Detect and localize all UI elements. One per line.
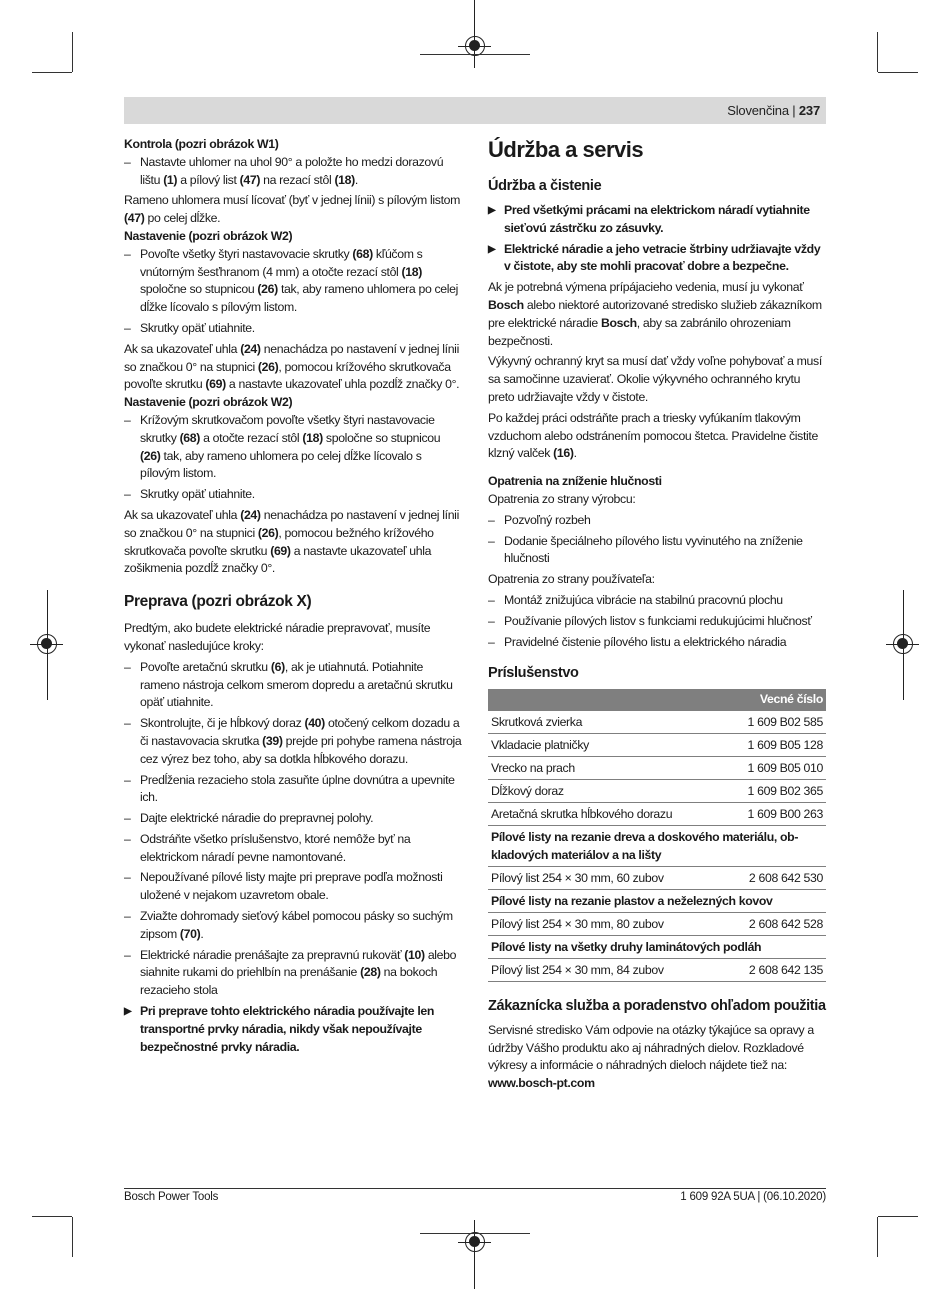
section-heading: Opatrenia na zníženie hlučnosti <box>488 474 662 489</box>
table-group-row <box>488 889 826 912</box>
paragraph: Ak je potrebná výmena prípájacieho vedenia, musí ju vykonať Bosch alebo niektoré autorizované stredisko služieb zákazníkom pre elektrické náradie Bosch, aby sa zabránilo ohrozeniam bezpečnosti. <box>488 280 822 348</box>
section-title: Preprava (pozri obrázok X) <box>124 593 312 611</box>
crop-mark <box>878 1216 918 1217</box>
accessories-table <box>488 689 826 981</box>
table-cell: Pílový list 254 × 30 mm, 84 zubov <box>488 958 723 981</box>
paragraph: Výkyvný ochranný kryt sa musí dať vždy voľne pohybovať a musí sa samočinne uzavierať. Okolie výkyvného ochranného krytu preto udržiavajte vždy v čistote. <box>488 354 822 404</box>
table-cell: Dĺžkový doraz <box>488 780 723 803</box>
registration-line <box>420 54 530 55</box>
paragraph: Po každej práci odstráňte prach a triesky vyfúkaním tlakovým vzduchom alebo odstránením pomocou štetca. Pravidelne čistite klzný valček (16). <box>488 410 818 461</box>
table-cell: Pílový list 254 × 30 mm, 60 zubov <box>488 866 723 889</box>
service-link[interactable]: www.bosch-pt.com <box>488 1076 595 1091</box>
list-item: – Používanie pílových listov s funkciami redukujúcimi hlučnosť <box>488 613 826 631</box>
table-cell: 1 609 B05 010 <box>723 757 826 780</box>
table-group-cell: Pílové listy na rezanie dreva a doskového materiálu, obkladových materiálov a na lišty <box>488 826 826 867</box>
registration-mark-icon <box>465 36 485 56</box>
paragraph: Rameno uhlomera musí lícovať (byť v jednej línii) s pílovým listom (47) po celej dĺžke. <box>124 193 461 226</box>
safety-warning: ▶ Pred všetkými prácami na elektrickom náradí vytiahnite sieťovú zástrčku zo zásuvky. <box>488 202 826 238</box>
paragraph: Servisné stredisko Vám odpovie na otázky týkajúce sa opravy a údržby Vášho produktu ako aj náhradných dielov. Rozkladové výkresy a informácie o náhradných dieloch nájdete tiež na: www.bosch-pt.com <box>488 1022 814 1091</box>
registration-line <box>903 590 904 700</box>
table-header-row <box>488 689 826 711</box>
safety-warning: ▶ Pri preprave tohto elektrického náradia používajte len transportné prvky náradia, nikdy však nepoužívajte bezpečnostné prvky náradia. <box>124 1003 462 1056</box>
page-header <box>727 103 820 118</box>
table-cell: Skrutková zvierka <box>488 711 723 734</box>
table-cell: 1 609 B02 365 <box>723 780 826 803</box>
list-item: – Skontrolujte, či je hĺbkový doraz (40) otočený celkom dozadu a či nastavovacia skrutka (39) prejde pri pohybe ramena nástroja cez výrez bez toho, aby sa dotkla hĺbkového dorazu. <box>124 715 462 768</box>
header-separator: | <box>792 103 796 118</box>
list-item: – Montáž znižujúca vibrácie na stabilnú pracovnú plochu <box>488 592 826 610</box>
paragraph: Ak sa ukazovateľ uhla (24) nenachádza po nastavení v jednej línii so značkou 0° na stupnici (26), pomocou bežného krížového skrutkovača povoľte skrutku (69) a nastavte ukazovateľ uhla zošikmenia pozdĺž značky 0°. <box>124 507 459 576</box>
table-row <box>488 780 826 803</box>
list-item: – Predĺženia rezacieho stola zasuňte úplne dovnútra a upevnite ich. <box>124 772 462 808</box>
table-group-cell: Pílové listy na rezanie plastov a neželezných kovov <box>488 889 826 912</box>
section-heading: Nastavenie (pozri obrázok W2) <box>124 395 293 410</box>
crop-mark <box>878 72 918 73</box>
crop-mark <box>877 32 878 72</box>
registration-mark-icon <box>465 1232 485 1252</box>
safety-warning: ▶ Elektrické náradie a jeho vetracie štrbiny udržiavajte vždy v čistote, aby ste mohli pracovať dobre a bezpečne. <box>488 241 826 277</box>
table-header-cell: Vecné číslo <box>488 689 826 711</box>
paragraph: Opatrenia zo strany výrobcu: <box>488 491 636 506</box>
footer-brand: Bosch Power Tools <box>124 1191 219 1203</box>
list-item: – Elektrické náradie prenášajte za prepravnú rukoväť (10) alebo siahnite rukami do priehlbín na prenášanie (28) na bokoch rezacieho stola <box>124 947 462 1000</box>
left-column <box>124 136 462 1056</box>
paragraph: Predtým, ako budete elektrické náradie prepravovať, musíte vykonať nasledujúce kroky: <box>124 621 431 653</box>
section-title: Zákaznícka služba a poradenstvo ohľadom použitia <box>488 997 826 1014</box>
crop-mark <box>32 72 72 73</box>
page-number: 237 <box>798 103 820 118</box>
table-group-row <box>488 935 826 958</box>
table-group-row <box>488 826 826 867</box>
table-row <box>488 734 826 757</box>
section-title: Príslušenstvo <box>488 665 579 682</box>
section-heading: Nastavenie (pozri obrázok W2) <box>124 228 293 243</box>
crop-mark <box>877 1217 878 1257</box>
crop-mark <box>72 1217 73 1257</box>
header-language: Slovenčina <box>727 103 789 118</box>
table-row <box>488 866 826 889</box>
right-column <box>488 136 826 1093</box>
table-cell: Pílový list 254 × 30 mm, 80 zubov <box>488 912 723 935</box>
crop-mark <box>72 32 73 72</box>
section-title: Údržba a čistenie <box>488 178 602 194</box>
list-item: – Dajte elektrické náradie do prepravnej polohy. <box>124 810 462 828</box>
table-cell: 2 608 642 135 <box>723 958 826 981</box>
table-row <box>488 711 826 734</box>
chapter-title: Údržba a servis <box>488 137 644 162</box>
list-item: – Zviažte dohromady sieťový kábel pomocou pásky so suchým zipsom (70). <box>124 908 462 944</box>
list-item: – Povoľte aretačnú skrutku (6), ak je utiahnutá. Potiahnite rameno nástroja celkom smerom dopredu a aretačnú skrutku opäť utiahnite. <box>124 659 462 712</box>
page-header-band <box>124 97 826 124</box>
table-cell: 2 608 642 528 <box>723 912 826 935</box>
list-item: – Krížovým skrutkovačom povoľte všetky štyri nastavovacie skrutky (68) a otočte rezací stôl (18) spoločne so stupnicou (26) tak, aby rameno uhlomera po celej dĺžke lícovalo s pílovým listom. <box>124 412 462 483</box>
table-row <box>488 803 826 826</box>
table-cell: 2 608 642 530 <box>723 866 826 889</box>
list-item: – Nepoužívané pílové listy majte pri preprave podľa možnosti uložené v nejakom uzavretom obale. <box>124 869 462 905</box>
registration-line <box>474 0 475 68</box>
table-cell: 1 609 B02 585 <box>723 711 826 734</box>
list-item: – Pravidelné čistenie pílového listu a elektrického náradia <box>488 634 826 652</box>
list-item: – Skrutky opäť utiahnite. <box>124 486 462 504</box>
list-item: – Pozvoľný rozbeh <box>488 512 826 530</box>
list-item: – Nastavte uhlomer na uhol 90° a položte ho medzi dorazovú lištu (1) a pílový list (47) na rezací stôl (18). <box>124 154 462 190</box>
section-heading: Kontrola (pozri obrázok W1) <box>124 137 279 151</box>
paragraph: Ak sa ukazovateľ uhla (24) nenachádza po nastavení v jednej línii so značkou 0° na stupnici (26), pomocou krížového skrutkovača povoľte skrutku (69) a nastavte ukazovateľ uhla pozdĺž značky 0°. <box>124 341 460 392</box>
crop-mark <box>32 1216 72 1217</box>
footer-doc-id: 1 609 92A 5UA | (06.10.2020) <box>680 1191 826 1203</box>
table-row <box>488 757 826 780</box>
footer-divider <box>124 1188 826 1189</box>
table-cell: 1 609 B00 263 <box>723 803 826 826</box>
list-item: – Odstráňte všetko príslušenstvo, ktoré nemôže byť na elektrickom náradí pevne namontované. <box>124 831 462 867</box>
table-cell: Aretačná skrutka hĺbkového dorazu <box>488 803 723 826</box>
table-row <box>488 912 826 935</box>
registration-line <box>420 1233 530 1234</box>
paragraph: Opatrenia zo strany používateľa: <box>488 572 655 587</box>
list-item: – Povoľte všetky štyri nastavovacie skrutky (68) kľúčom s vnútorným šesťhranom (4 mm) a otočte rezací stôl (18) spoločne so stupnicou (26) tak, aby rameno uhlomera po celej dĺžke lícovalo s pílovým listom. <box>124 246 462 317</box>
table-cell: Vkladacie platničky <box>488 734 723 757</box>
table-row <box>488 958 826 981</box>
registration-line <box>474 1220 475 1289</box>
list-item: – Skrutky opäť utiahnite. <box>124 320 462 338</box>
table-cell: Vrecko na prach <box>488 757 723 780</box>
table-group-cell: Pílové listy na všetky druhy laminátových podláh <box>488 935 826 958</box>
table-cell: 1 609 B05 128 <box>723 734 826 757</box>
list-item: – Dodanie špeciálneho pílového listu vyvinutého na zníženie hlučnosti <box>488 533 826 569</box>
registration-line <box>47 590 48 700</box>
